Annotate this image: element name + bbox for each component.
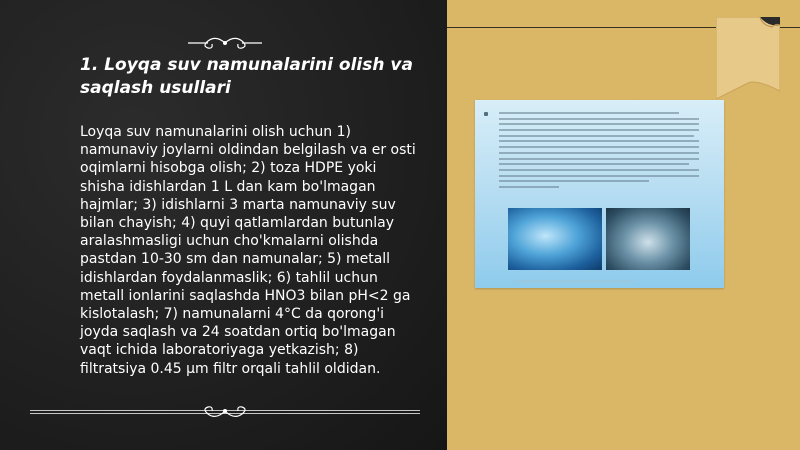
photo-bullet (484, 112, 488, 116)
turbid-water-image (606, 208, 690, 270)
scroll-ornament-icon (186, 400, 264, 422)
photo-text-lines (499, 112, 699, 192)
page-fold-icon (716, 17, 780, 99)
photo-footer (515, 280, 635, 283)
document-photo (475, 100, 724, 288)
water-wave-image (508, 208, 602, 270)
scroll-ornament-icon (186, 33, 264, 53)
slide-body-text: Loyqa suv namunalarini olish uchun 1) namunaviy joylarni oldindan belgilash va er osti oqimlarni hisobga olish; 2) toza HDPE yoki shisha idishlardan 1 L dan kam bo'lmagan hajmlar; 3) idishlarni 3 marta namunaviy suv bilan chayish; 4) quyi qatlamlardan butunlay aralashmasligi uchun cho'kmalarni olishda pastdan 10-30 sm dan namunalar; 5) metall idishlardan foydalanmaslik; 6) tahlil uchun metall ionlarini saqlashda HNO3 bilan pH<2 ga kislotalash; 7) namunalarni 4°C da qorong'i joyda saqlash va 24 soatdan ortiq bo'lmagan vaqt ichida laboratoriyaga yetkazish; 8) filtratsiya 0.45 µm filtr orqali tahlil oldidan. (80, 124, 416, 377)
slide-heading: 1. Loyqa suv namunalarini olish va saqlash usullari (80, 55, 413, 98)
